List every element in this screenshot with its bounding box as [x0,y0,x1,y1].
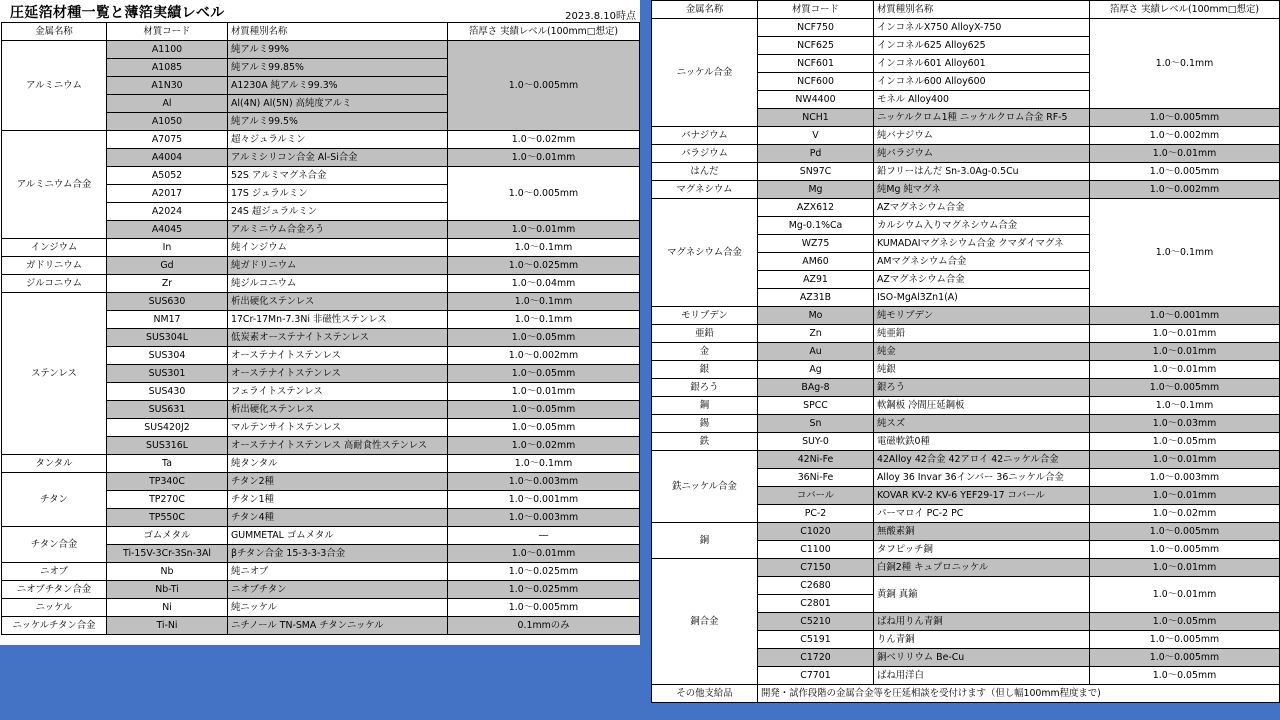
header-row [652,1,1280,19]
material-code-cell: Ti-Ni [107,617,228,635]
material-code-cell: A2024 [107,203,228,221]
material-code-cell: NCF600 [758,73,874,91]
metal-name-cell: チタン合金 [2,527,107,563]
material-name-cell: マルテンサイトステンレス [228,419,448,437]
material-code-cell: C1100 [758,541,874,559]
material-code-cell: AM60 [758,253,874,271]
table-row [652,415,1280,433]
material-code-cell: WZ75 [758,235,874,253]
metal-name-cell: タンタル [2,455,107,473]
thickness-level-cell: 1.0～0.1mm [448,455,640,473]
material-code-cell: TP340C [107,473,228,491]
material-name-cell: 純アルミ99.85% [228,59,448,77]
metal-name-cell: 鉄 [652,433,758,451]
table-row [2,581,640,599]
material-code-cell: Ni [107,599,228,617]
table-row [2,599,640,617]
table-row [2,239,640,257]
material-code-cell: In [107,239,228,257]
thickness-level-cell: 1.0～0.01mm [448,383,640,401]
material-name-cell: チタン4種 [228,509,448,527]
material-code-cell: SUY-0 [758,433,874,451]
material-name-cell: アルミシリコン合金 Al-Si合金 [228,149,448,167]
footer-row [652,685,1280,703]
thickness-level-cell: 1.0～0.01mm [1090,145,1280,163]
metal-name-cell: インジウム [2,239,107,257]
metal-name-cell: マグネシウム合金 [652,199,758,307]
material-name-cell: インコネル625 Alloy625 [874,37,1090,55]
metal-name-cell: ニッケル合金 [652,19,758,127]
material-code-cell: C2680 [758,577,874,595]
material-code-cell: A7075 [107,131,228,149]
material-code-cell: Ti-15V-3Cr-3Sn-3Al [107,545,228,563]
material-name-cell: 電磁軟鉄0種 [874,433,1090,451]
thickness-level-cell: 1.0～0.002mm [1090,127,1280,145]
thickness-level-cell: 1.0～0.02mm [1090,505,1280,523]
material-code-cell: SUS430 [107,383,228,401]
thickness-level-cell: 1.0～0.05mm [448,329,640,347]
table-row [652,325,1280,343]
material-code-cell: Mg [758,181,874,199]
material-code-cell: NM17 [107,311,228,329]
footer-label: その他支給品 [652,685,758,703]
material-code-cell: A1N30 [107,77,228,95]
metal-name-cell: ニオブ [2,563,107,581]
thickness-level-cell: 1.0～0.005mm [1090,523,1280,541]
material-name-cell: ニオブチタン [228,581,448,599]
material-code-cell: Pd [758,145,874,163]
metal-name-cell: 銅 [652,523,758,559]
thickness-level-cell: 1.0～0.025mm [448,563,640,581]
table-row [652,379,1280,397]
thickness-level-cell: 1.0～0.01mm [1090,559,1280,577]
metal-name-cell: 金 [652,343,758,361]
thickness-level-cell: 1.0～0.03mm [1090,415,1280,433]
material-name-cell: アルミニウム合金ろう [228,221,448,239]
table-row [652,361,1280,379]
thickness-level-cell: 1.0～0.02mm [448,131,640,149]
metal-name-cell: ニッケル [2,599,107,617]
metal-name-cell: ニッケルチタン合金 [2,617,107,635]
header-name: 材質種別名称 [228,23,448,41]
material-code-cell: SUS301 [107,365,228,383]
material-name-cell: オーステナイトステンレス [228,347,448,365]
table-row [2,527,640,545]
thickness-level-cell: 1.0～0.003mm [448,473,640,491]
metal-name-cell: ステンレス [2,293,107,455]
title-row [0,0,640,22]
metal-name-cell: 銀ろう [652,379,758,397]
material-name-cell: 純ジルコニウム [228,275,448,293]
thickness-level-cell: 1.0～0.01mm [1090,451,1280,469]
thickness-level-cell: 1.0～0.1mm [1090,19,1280,109]
right-panel [651,0,1280,703]
material-name-cell: ばね用りん青銅 [874,613,1090,631]
material-code-cell: C7150 [758,559,874,577]
material-name-cell: 52S アルミマグネ合金 [228,167,448,185]
thickness-level-cell: 0.1mmのみ [448,617,640,635]
material-code-cell: SUS420J2 [107,419,228,437]
material-name-cell: Al(4N) Al(5N) 高純度アルミ [228,95,448,113]
material-code-cell: SUS631 [107,401,228,419]
material-name-cell: 黄銅 真鍮 [874,577,1090,613]
metal-name-cell: マグネシウム [652,181,758,199]
thickness-level-cell: 1.0～0.003mm [448,509,640,527]
metal-name-cell: 銀 [652,361,758,379]
material-name-cell: 純モリブデン [874,307,1090,325]
thickness-level-cell: 1.0～0.005mm [448,41,640,131]
material-name-cell: βチタン合金 15-3-3-3合金 [228,545,448,563]
material-name-cell: りん青銅 [874,631,1090,649]
material-code-cell: A4004 [107,149,228,167]
material-name-cell: KOVAR KV-2 KV-6 YEF29-17 コバール [874,487,1090,505]
material-name-cell: 超々ジュラルミン [228,131,448,149]
material-name-cell: カルシウム入りマグネシウム合金 [874,217,1090,235]
material-code-cell: コバール [758,487,874,505]
material-name-cell: 白銅2種 キュプロニッケル [874,559,1090,577]
table-row [2,293,640,311]
table-row [652,19,1280,37]
material-name-cell: ISO-MgAl3Zn1(A) [874,289,1090,307]
header-level: 箔厚さ 実績レベル(100mm□想定) [1090,1,1280,19]
table-row [652,433,1280,451]
thickness-level-cell: 1.0～0.05mm [448,365,640,383]
thickness-level-cell: 1.0～0.01mm [448,149,640,167]
table-row [2,131,640,149]
right-table-body [652,19,1280,685]
material-name-cell: 純銀 [874,361,1090,379]
left-table [1,22,640,635]
as-of-date: 2023.8.10時点 [565,11,636,22]
material-name-cell: 低炭素オーステナイトステンレス [228,329,448,347]
metal-name-cell: ジルコニウム [2,275,107,293]
right-table [651,0,1280,703]
thickness-level-cell: 1.0～0.05mm [1090,433,1280,451]
metal-name-cell: 鉄ニッケル合金 [652,451,758,523]
material-name-cell: AZマグネシウム合金 [874,271,1090,289]
material-name-cell: 純アルミ99% [228,41,448,59]
metal-name-cell: はんだ [652,163,758,181]
material-code-cell: C1020 [758,523,874,541]
material-name-cell: パーマロイ PC-2 PC [874,505,1090,523]
material-code-cell: NCF601 [758,55,874,73]
thickness-level-cell: 1.0～0.01mm [1090,343,1280,361]
metal-name-cell: ガドリニウム [2,257,107,275]
table-row [652,163,1280,181]
thickness-level-cell: 1.0～0.01mm [1090,577,1280,613]
material-code-cell: NW4400 [758,91,874,109]
footer-text: 開発・試作段階の金属合金等を圧延相談を受付けます（但し幅100mm程度まで) [758,685,1280,703]
material-name-cell: 鉛フリーはんだ Sn-3.0Ag-0.5Cu [874,163,1090,181]
thickness-level-cell: 1.0～0.005mm [1090,541,1280,559]
left-table-body [2,41,640,635]
material-code-cell: 42Ni-Fe [758,451,874,469]
material-name-cell: インコネルX750 AlloyX-750 [874,19,1090,37]
thickness-level-cell: 1.0～0.005mm [1090,649,1280,667]
thickness-level-cell: 1.0～0.002mm [1090,181,1280,199]
material-code-cell: Ta [107,455,228,473]
metal-name-cell: 錫 [652,415,758,433]
thickness-level-cell: 1.0～0.001mm [1090,307,1280,325]
thickness-level-cell: 1.0～0.05mm [448,401,640,419]
thickness-level-cell: 1.0～0.005mm [448,599,640,617]
material-code-cell: TP270C [107,491,228,509]
thickness-level-cell: 1.0～0.05mm [448,419,640,437]
header-name: 材質種別名称 [874,1,1090,19]
left-panel [0,0,640,645]
metal-name-cell: アルミニウム合金 [2,131,107,239]
thickness-level-cell: 1.0～0.1mm [448,311,640,329]
table-row [652,559,1280,577]
table-row [652,523,1280,541]
table-row [2,617,640,635]
material-name-cell: 純亜鉛 [874,325,1090,343]
thickness-level-cell: 1.0～0.01mm [1090,487,1280,505]
thickness-level-cell: 1.0～0.05mm [1090,667,1280,685]
material-name-cell: ばね用洋白 [874,667,1090,685]
material-name-cell: 17Cr-17Mn-7.3Ni 非磁性ステンレス [228,311,448,329]
material-name-cell: 純Mg 純マグネ [874,181,1090,199]
header-level: 箔厚さ 実績レベル(100mm□想定) [448,23,640,41]
material-name-cell: AZマグネシウム合金 [874,199,1090,217]
metal-name-cell: アルミニウム [2,41,107,131]
material-code-cell: PC-2 [758,505,874,523]
material-name-cell: A1230A 純アルミ99.3% [228,77,448,95]
material-name-cell: 純インジウム [228,239,448,257]
table-row [652,451,1280,469]
material-name-cell: Alloy 36 Invar 36インバー 36ニッケル合金 [874,469,1090,487]
thickness-level-cell: 1.0～0.005mm [1090,631,1280,649]
table-row [652,397,1280,415]
material-name-cell: 純バナジウム [874,127,1090,145]
material-name-cell: 純タンタル [228,455,448,473]
page-title: 圧延箔材種一覧と薄箔実績レベル [10,5,225,21]
thickness-level-cell: 1.0～0.002mm [448,347,640,365]
thickness-level-cell: 1.0～0.1mm [1090,199,1280,307]
header-row [2,23,640,41]
material-code-cell: V [758,127,874,145]
material-name-cell: 42Alloy 42合金 42アロイ 42ニッケル合金 [874,451,1090,469]
material-name-cell: 純金 [874,343,1090,361]
material-name-cell: モネル Alloy400 [874,91,1090,109]
material-name-cell: 純ガドリニウム [228,257,448,275]
material-code-cell: C5210 [758,613,874,631]
material-name-cell: チタン2種 [228,473,448,491]
material-name-cell: 析出硬化ステンレス [228,293,448,311]
material-code-cell: A4045 [107,221,228,239]
material-name-cell: フェライトステンレス [228,383,448,401]
thickness-level-cell: 1.0～0.005mm [448,167,640,221]
thickness-level-cell: 1.0～0.02mm [448,437,640,455]
thickness-level-cell: 1.0～0.1mm [448,239,640,257]
material-code-cell: AZ91 [758,271,874,289]
material-code-cell: AZX612 [758,199,874,217]
material-code-cell: Gd [107,257,228,275]
thickness-level-cell: 1.0～0.005mm [1090,379,1280,397]
material-name-cell: 24S 超ジュラルミン [228,203,448,221]
material-name-cell: ニッケルクロム1種 ニッケルクロム合金 RF-5 [874,109,1090,127]
material-name-cell: ニチノール TN-SMA チタンニッケル [228,617,448,635]
material-name-cell: インコネル601 Alloy601 [874,55,1090,73]
thickness-level-cell: 1.0～0.003mm [1090,469,1280,487]
material-code-cell: ゴムメタル [107,527,228,545]
metal-name-cell: チタン [2,473,107,527]
material-name-cell: 銅ベリリウム Be-Cu [874,649,1090,667]
header-code: 材質コード [107,23,228,41]
thickness-level-cell: 1.0～0.1mm [1090,397,1280,415]
thickness-level-cell: 1.0～0.01mm [448,221,640,239]
material-name-cell: 純パラジウム [874,145,1090,163]
header-metal: 金属名称 [2,23,107,41]
material-code-cell: A1100 [107,41,228,59]
material-code-cell: C7701 [758,667,874,685]
metal-name-cell: ニオブチタン合金 [2,581,107,599]
table-row [652,307,1280,325]
material-code-cell: SUS304 [107,347,228,365]
material-code-cell: Ag [758,361,874,379]
table-row [652,127,1280,145]
table-row [2,275,640,293]
material-code-cell: SUS630 [107,293,228,311]
thickness-level-cell: 1.0～0.01mm [1090,361,1280,379]
thickness-level-cell: 1.0～0.01mm [1090,325,1280,343]
material-code-cell: A1050 [107,113,228,131]
material-name-cell: 純ニッケル [228,599,448,617]
thickness-level-cell: 1.0～0.05mm [1090,613,1280,631]
material-code-cell: NCH1 [758,109,874,127]
thickness-level-cell: 1.0～0.005mm [1090,163,1280,181]
material-name-cell: オーステナイトステンレス 高耐食性ステンレス [228,437,448,455]
material-code-cell: A5052 [107,167,228,185]
metal-name-cell: 銅合金 [652,559,758,685]
material-name-cell: 純スズ [874,415,1090,433]
thickness-level-cell: ― [448,527,640,545]
material-name-cell: GUMMETAL ゴムメタル [228,527,448,545]
material-name-cell: オーステナイトステンレス [228,365,448,383]
table-row [652,199,1280,217]
thickness-level-cell: 1.0～0.1mm [448,293,640,311]
material-name-cell: 純ニオブ [228,563,448,581]
material-code-cell: SUS316L [107,437,228,455]
material-code-cell: Zr [107,275,228,293]
material-code-cell: Mo [758,307,874,325]
material-name-cell: 純アルミ99.5% [228,113,448,131]
material-code-cell: AZ31B [758,289,874,307]
material-name-cell: 無酸素銅 [874,523,1090,541]
table-row [652,343,1280,361]
thickness-level-cell: 1.0～0.025mm [448,581,640,599]
material-code-cell: A1085 [107,59,228,77]
metal-name-cell: 亜鉛 [652,325,758,343]
material-name-cell: インコネル600 Alloy600 [874,73,1090,91]
material-code-cell: SPCC [758,397,874,415]
material-name-cell: チタン1種 [228,491,448,509]
material-name-cell: 軟鋼板 冷間圧延鋼板 [874,397,1090,415]
material-code-cell: Sn [758,415,874,433]
metal-name-cell: モリブデン [652,307,758,325]
material-code-cell: SN97C [758,163,874,181]
material-name-cell: タフピッチ銅 [874,541,1090,559]
table-row [2,455,640,473]
material-code-cell: NCF750 [758,19,874,37]
thickness-level-cell: 1.0～0.001mm [448,491,640,509]
thickness-level-cell: 1.0～0.04mm [448,275,640,293]
table-row [2,257,640,275]
table-row [652,145,1280,163]
material-name-cell: 17S ジュラルミン [228,185,448,203]
material-code-cell: NCF625 [758,37,874,55]
material-name-cell: KUMADAIマグネシウム合金 クマダイマグネ [874,235,1090,253]
material-code-cell: Al [107,95,228,113]
table-row [652,181,1280,199]
metal-name-cell: パラジウム [652,145,758,163]
material-code-cell: Zn [758,325,874,343]
material-code-cell: Nb [107,563,228,581]
material-code-cell: BAg-8 [758,379,874,397]
material-code-cell: C5191 [758,631,874,649]
table-row [2,473,640,491]
thickness-level-cell: 1.0～0.005mm [1090,109,1280,127]
table-row [2,563,640,581]
header-metal: 金属名称 [652,1,758,19]
material-code-cell: TP550C [107,509,228,527]
material-code-cell: Au [758,343,874,361]
material-code-cell: C2801 [758,595,874,613]
material-code-cell: Nb-Ti [107,581,228,599]
material-code-cell: SUS304L [107,329,228,347]
header-code: 材質コード [758,1,874,19]
material-code-cell: A2017 [107,185,228,203]
material-code-cell: Mg-0.1%Ca [758,217,874,235]
material-name-cell: 析出硬化ステンレス [228,401,448,419]
material-code-cell: 36Ni-Fe [758,469,874,487]
thickness-level-cell: 1.0～0.01mm [448,545,640,563]
table-row [2,41,640,59]
material-name-cell: AMマグネシウム合金 [874,253,1090,271]
thickness-level-cell: 1.0～0.025mm [448,257,640,275]
material-code-cell: C1720 [758,649,874,667]
metal-name-cell: バナジウム [652,127,758,145]
material-name-cell: 銀ろう [874,379,1090,397]
metal-name-cell: 鋼 [652,397,758,415]
